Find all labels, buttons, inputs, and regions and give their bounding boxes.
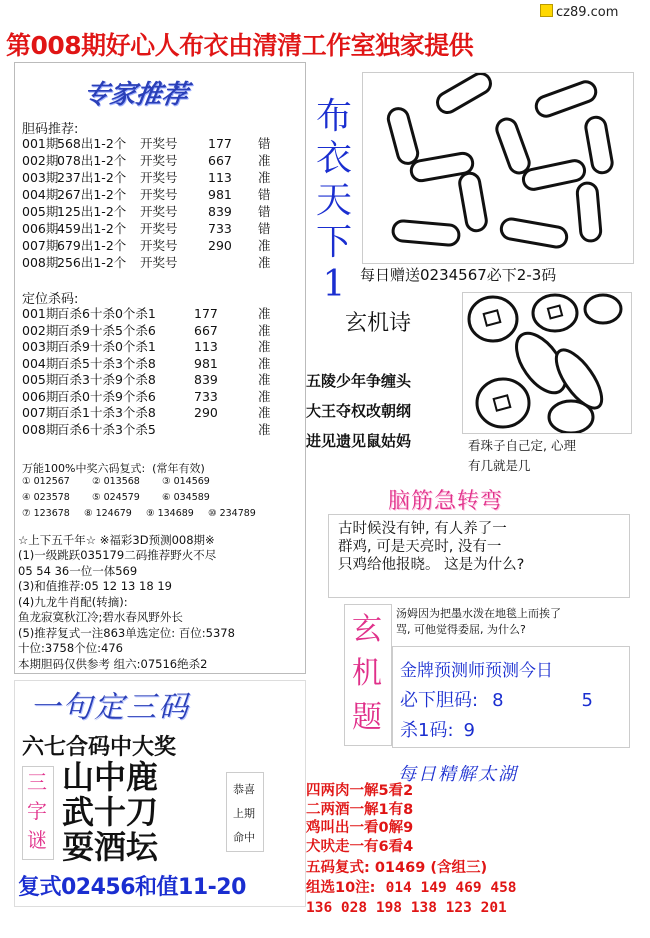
kill-draw: 981 [194,355,218,371]
dan-period: 007期 [22,238,59,253]
dan-draw-label: 开奖号 [140,238,178,253]
dan-draw: 177 [208,136,232,151]
expert-banner: 专家推荐 [81,80,190,110]
congrats: 恭喜 上期 命中 [233,783,255,844]
kill-result: 准 [258,372,271,387]
dan-table [22,136,302,276]
dan-draw-label: 开奖号 [140,187,178,202]
big-number-panel [362,72,634,264]
combo-table [22,476,302,526]
coins-graphic [463,293,631,433]
kill-period: 001期 [22,306,59,321]
kill-period: 002期 [22,322,59,338]
dan-result: 错 [258,204,271,219]
dan-draw-label: 开奖号 [140,153,178,168]
kill-period: 006期 [22,388,59,404]
combo-index: ⑨ [146,508,155,519]
kill-result: 准 [258,355,271,371]
dan-result: 错 [258,187,271,202]
dan-result: 准 [258,238,271,253]
combo-value: 014569 [173,476,210,487]
dan-period: 003期 [22,170,59,185]
combo-value: 013568 [103,476,140,487]
dan-row [22,153,302,169]
combo-value: 023578 [33,492,70,503]
combo-value: 034589 [173,492,210,503]
dan-row [22,136,302,152]
prediction-head: ☆上下五千年☆ ※福彩3D预测008期※ [18,533,215,547]
site-watermark: cz89.com [540,4,618,20]
prediction-line: (5)推荐复式一注863单选定位: 百位:5378 [18,625,235,640]
kill-draw: 290 [194,405,218,420]
combo-value: 123678 [33,508,70,519]
kill-draw: 733 [194,388,218,404]
dan-row [22,238,302,254]
dan-row [22,170,302,186]
phrase-3: 耍酒坛 [62,828,159,866]
dan-draw: 667 [208,153,232,168]
dan-period: 008期 [22,255,59,270]
phrase-1: 山中鹿 [62,758,159,796]
dan-pick: 078出1-2个 [57,153,127,168]
dan-pick: 125出1-2个 [57,204,127,219]
kill-result: 准 [258,421,271,437]
kill-draw: 839 [194,372,218,387]
kill-row [22,339,302,355]
dan-pick: 568出1-2个 [57,136,127,151]
taihu-lines: 四两肉一解5看2 二两酒一解1有8 鸡叫出一看0解9 犬吠走一有6看4 [306,783,414,855]
combo-item [162,476,210,487]
kill-pick: 百杀5十杀3个杀8 [57,355,156,371]
dan-period: 006期 [22,221,59,236]
dan-row [22,204,302,220]
page-title: 第008期好心人布衣由清清工作室独家提供 [6,31,474,60]
phrase-2: 武十刀 [62,793,159,831]
combo-item [146,508,194,519]
kill-draw: 667 [194,322,218,338]
combo-item [22,508,70,519]
dan-period: 004期 [22,187,59,202]
rhyme-footer: 复式02456和值11-20 [18,875,246,900]
kill-pick: 百杀0十杀9个杀6 [57,388,156,404]
poem-note: 看珠子自己定, 心理 有几就是几 [468,438,576,473]
dan-draw: 733 [208,221,232,236]
kill-row [22,372,302,388]
kill-row [22,323,302,339]
kill-period: 005期 [22,372,59,387]
kill-row [22,356,302,372]
dan-draw: 113 [208,170,232,185]
dan-draw-label: 开奖号 [140,221,178,236]
gold-title: 金牌预测师预测今日 [400,661,553,681]
dan-row [22,221,302,237]
poem-title: 玄机诗 [345,311,412,336]
combo-value: 134689 [157,508,194,519]
dan-pick: 237出1-2个 [57,170,127,185]
bunyi-vertical: 布 衣 天 下 1 [315,96,352,305]
kill-row [22,405,302,421]
prediction-block [18,548,235,672]
dan-pick: 256出1-2个 [57,255,127,270]
dan-pick: 459出1-2个 [57,221,127,236]
kill-row [22,389,302,405]
dan-draw-label: 开奖号 [140,204,178,219]
prediction-line: 鱼龙寂寞秋江冷;碧水春风野外长 [18,610,183,624]
coins-panel [462,292,632,434]
dan-period: 001期 [22,136,59,151]
dan-result: 错 [258,136,271,151]
side-label: 三 字 谜 [27,770,47,852]
combo-item [92,492,140,503]
prediction-line: 05 54 36一位一体569 [18,563,138,578]
dan-pick: 679出1-2个 [57,238,127,253]
mystery-question: 汤姆因为把墨水泼在地毯上而挨了 骂, 可他觉得委屈, 为什么? [396,607,561,636]
dan-row [22,255,302,271]
dan-draw-label: 开奖号 [140,136,178,151]
combo-label: 万能100%中奖六码复式: (常年有效) [22,462,205,475]
kill-row: 杀1码: 9 [400,720,475,741]
dan-result: 准 [258,153,271,168]
prediction-line: (4)九龙牛肖配(转摘): [18,594,128,609]
dan-label: 胆码推荐: [22,122,79,137]
dan-result: 准 [258,170,271,185]
prediction-line: (1)一级跳跃035179二码推荐野火不尽 [18,548,217,562]
kill-draw: 177 [194,306,218,321]
must-row: 必下胆码: 8 5 [400,690,593,711]
combo-item [208,508,256,519]
combo-item [22,476,70,487]
combo-value: 024579 [103,492,140,503]
dan-result: 错 [258,221,271,236]
combo-index: ② [92,476,101,487]
riddle-phrases [62,760,158,865]
dan-draw: 981 [208,187,232,202]
kill-pick: 百杀6十杀0个杀1 [57,306,156,321]
combo-item [22,492,70,503]
kill-result: 准 [258,405,271,420]
kill-period: 004期 [22,355,59,371]
kill-result: 准 [258,339,271,354]
kill-label: 定位杀码: [22,292,79,307]
combo-item [162,492,210,503]
kill-result: 准 [258,388,271,404]
dan-draw: 290 [208,238,232,253]
combo-index: ③ [162,476,171,487]
dan-draw: 839 [208,204,232,219]
dan-draw-label: 开奖号 [140,255,178,270]
kill-pick: 百杀6十杀3个杀5 [57,421,156,437]
taihu-banner: 每日精解太湖 [398,764,518,785]
combo-index: ① [22,476,31,487]
combo-index: ④ [22,492,31,503]
dan-result: 准 [258,255,271,270]
kill-period: 008期 [22,421,59,437]
kill-result: 准 [258,322,271,338]
kill-period: 007期 [22,405,59,420]
kill-pick: 百杀9十杀0个杀1 [57,339,156,354]
combo-index: ⑩ [208,508,217,519]
taihu-combo: 五码复式: 01469 (含组三) 组选10注: 014 149 469 458 136 028 198 138 123 201 [306,860,517,916]
kill-pick: 百杀9十杀5个杀6 [57,322,156,338]
rhyme-headline: 六七合码中大奖 [22,734,177,760]
dan-draw-label: 开奖号 [140,170,178,185]
kill-row [22,422,302,438]
combo-index: ⑤ [92,492,101,503]
riddle-banner: 脑筋急转弯 [388,489,504,514]
poem-lines: 五陵少年争缠头 大王夺权改朝纲 进见遗见鼠姑妈 [306,372,412,450]
daily-gift: 每日赠送0234567必下2-3码 [360,266,557,284]
kill-draw: 113 [194,339,218,354]
riddle-question: 古时候没有钟, 有人养了一 群鸡, 可是天亮时, 没有一 只鸡给他报晓。 这是为什么? [338,521,525,573]
big-number-graphic [363,73,633,263]
kill-period: 003期 [22,339,59,354]
kill-row [22,306,302,322]
kill-table [22,306,302,446]
combo-value: 124679 [95,508,132,519]
prediction-line: (3)和值推荐:05 12 13 18 19 [18,579,172,593]
rhyme-banner: 一句定三码 [30,690,190,725]
combo-item [92,476,140,487]
prediction-line: 十位:3758个位:476 [18,641,123,655]
kill-pick: 百杀3十杀9个杀8 [57,372,156,387]
kill-pick: 百杀1十杀3个杀8 [57,405,156,420]
combo-item [84,508,132,519]
dan-pick: 267出1-2个 [57,187,127,202]
combo-index: ⑥ [162,492,171,503]
dan-period: 005期 [22,204,59,219]
mystery-vertical: 玄 机 题 [352,612,382,735]
prediction-line: 本期胆码仅供参考 组六:07516绝杀2 [18,656,208,671]
kill-result: 准 [258,306,271,321]
combo-value: 012567 [33,476,70,487]
dan-row [22,187,302,203]
combo-index: ⑧ [84,508,93,519]
combo-value: 234789 [219,508,256,519]
combo-index: ⑦ [22,508,31,519]
dan-period: 002期 [22,153,59,168]
